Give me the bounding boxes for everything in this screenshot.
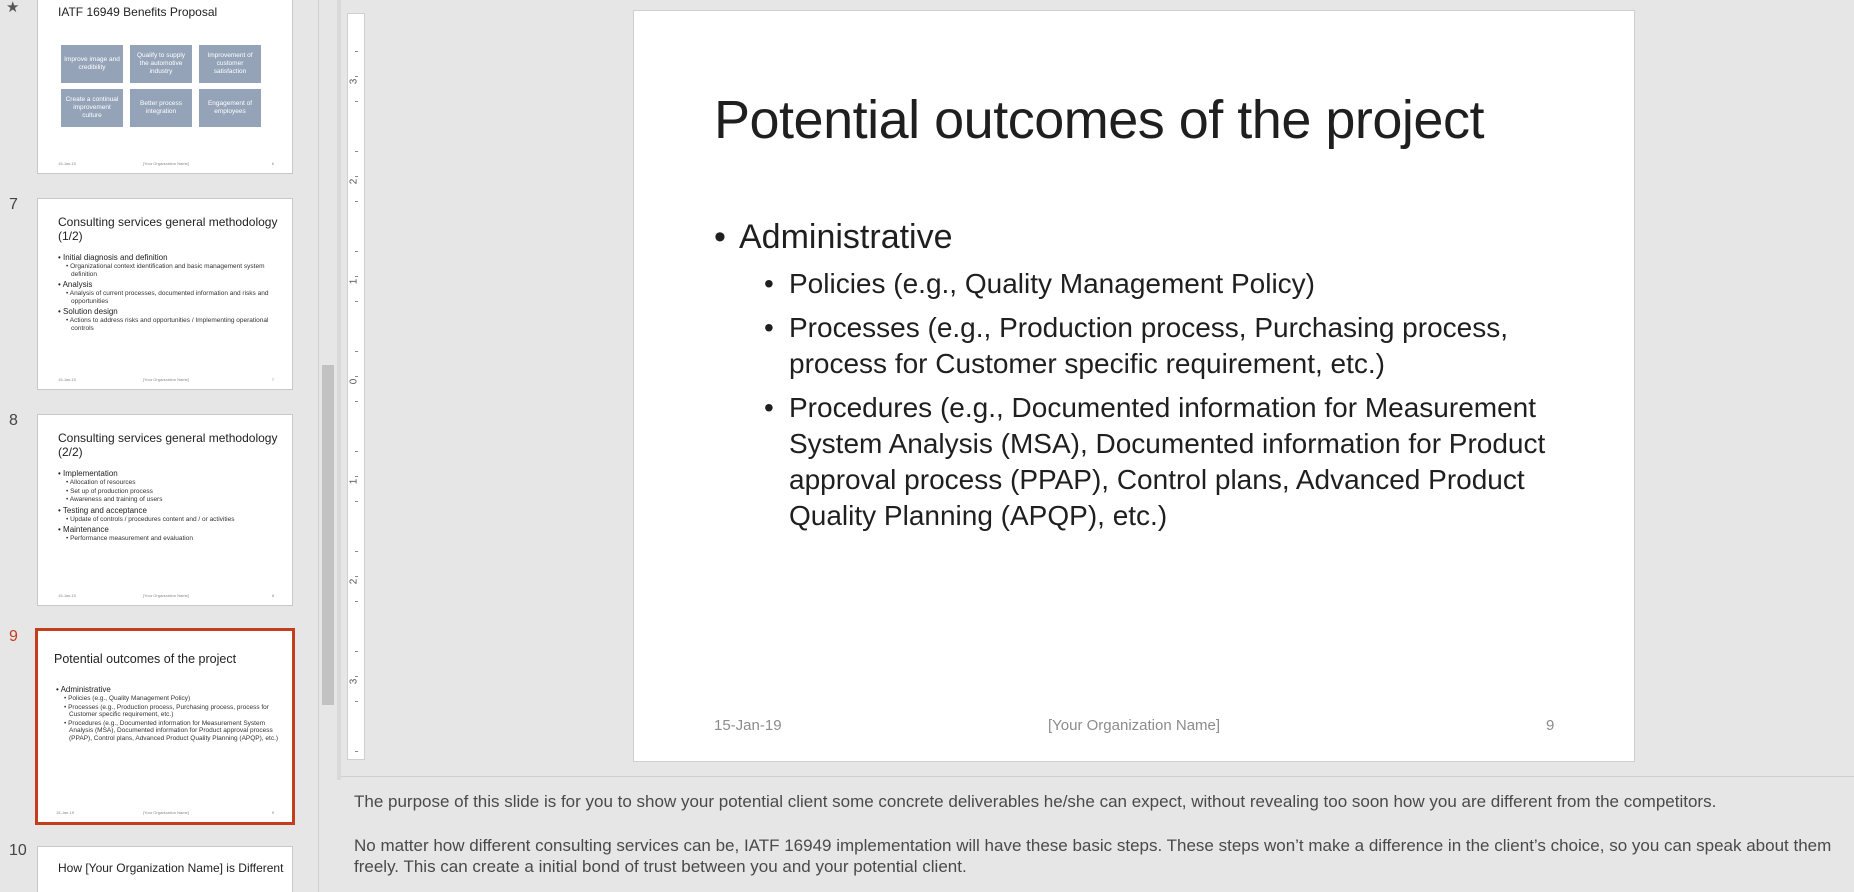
thumbnail-number: 9 bbox=[9, 628, 18, 645]
bullet-level-2: • Processes (e.g., Production process, Purchasing process, process for Customer specific requirement, etc.) bbox=[764, 312, 1509, 379]
slide-footer-org: [Your Organization Name] bbox=[1048, 717, 1221, 734]
notes-paragraph: No matter how different consulting services can be, IATF 16949 implementation will have these basic steps. These steps won’t make a difference in the client’s choice, so you can speak about them freely. This can create a initial bond of trust between you and your potential client. bbox=[354, 836, 1832, 876]
ruler-label: 1 bbox=[348, 278, 360, 285]
thumbnail-number: 10 bbox=[9, 842, 27, 859]
ruler-tick bbox=[355, 51, 358, 52]
benefit-box: Improvement of customer satisfaction bbox=[199, 45, 261, 83]
thumbnail-subbullet: • Awareness and training of users bbox=[58, 496, 280, 504]
thumbnail-subbullet: • Allocation of resources bbox=[58, 479, 280, 487]
slide-thumbnail-pane bbox=[0, 0, 320, 892]
thumbnail-slide-6[interactable] bbox=[37, 0, 293, 174]
benefit-box: Better process integration bbox=[130, 89, 192, 127]
thumbnail-bullet: • Maintenance bbox=[58, 525, 280, 534]
thumbnail-subbullet: • Set up of production process bbox=[58, 488, 280, 496]
slide-canvas[interactable] bbox=[633, 10, 1635, 762]
ruler-tick bbox=[355, 401, 358, 402]
thumbnail-subbullet: • Actions to address risks and opportunities / Implementing operational controls bbox=[58, 317, 280, 332]
thumbnail-bullets bbox=[56, 683, 280, 742]
thumbnail-bullets bbox=[58, 251, 280, 332]
ruler-tick bbox=[355, 701, 358, 702]
ruler-label: 2 bbox=[348, 578, 360, 585]
thumbnail-bullet: • Testing and acceptance bbox=[58, 506, 280, 515]
bullet-text: Procedures (e.g., Documented information for Measurement System Analysis (MSA), Documented information for Product approval process (PPAP), Control plans, Advanced Product Quality Planning (APQP), etc.) bbox=[789, 392, 1546, 531]
ruler-tick bbox=[355, 101, 358, 102]
ruler-label: 0 bbox=[348, 378, 360, 385]
slide-number: 9 bbox=[1546, 717, 1555, 734]
thumbnail-number: 7 bbox=[9, 196, 18, 213]
thumbnail-footer-date: 15-Jan-19 bbox=[56, 810, 75, 815]
thumbnail-footer-page: 9 bbox=[271, 810, 274, 815]
thumbnail-slide-9[interactable] bbox=[35, 628, 295, 825]
ruler-tick bbox=[355, 551, 358, 552]
bullet-text: Administrative bbox=[739, 218, 953, 256]
vertical-ruler bbox=[347, 13, 365, 760]
speaker-notes-pane[interactable] bbox=[341, 776, 1854, 892]
ruler-label: 2 bbox=[348, 178, 360, 185]
benefit-box: Create a continual improvement culture bbox=[61, 89, 123, 127]
slide-title[interactable]: Potential outcomes of the project bbox=[714, 90, 1484, 150]
bullet-level-1: • Administrative bbox=[714, 218, 953, 256]
thumbnail-title: Potential outcomes of the project bbox=[54, 652, 237, 666]
thumbnail-footer-org: [Your Organization Name] bbox=[143, 810, 189, 815]
thumbnail-title: IATF 16949 Benefits Proposal bbox=[58, 5, 218, 19]
ruler-tick bbox=[355, 151, 358, 152]
thumbnail-subbullet: • Procedures (e.g., Documented information for Measurement System Analysis (MSA), Documented information for Product approval process (PPAP), Control plans, Advanced Product Quality Planning (APQP), etc.) bbox=[56, 720, 280, 743]
ruler-tick bbox=[355, 276, 358, 277]
thumbnail-title: Consulting services general methodology (1/2) bbox=[58, 215, 278, 243]
thumbnail-footer-org: [Your Organization Name] bbox=[143, 593, 189, 598]
ruler-tick bbox=[355, 476, 358, 477]
thumbnail-title: Consulting services general methodology (2/2) bbox=[58, 431, 278, 459]
thumbnail-bullet: • Solution design bbox=[58, 307, 280, 316]
thumbnail-bullet: • Analysis bbox=[58, 280, 280, 289]
ruler-tick bbox=[355, 351, 358, 352]
benefit-box: Qualify to supply the automotive industry bbox=[130, 45, 192, 83]
ruler-tick bbox=[355, 576, 358, 577]
pane-divider[interactable] bbox=[337, 0, 341, 780]
bullet-text: Processes (e.g., Production process, Purchasing process, process for Customer specific requirement, etc.) bbox=[789, 312, 1509, 379]
ruler-tick bbox=[355, 376, 358, 377]
thumbnail-slide-10[interactable] bbox=[37, 846, 293, 892]
slide-footer-date: 15-Jan-19 bbox=[714, 717, 782, 734]
notes-paragraph: The purpose of this slide is for you to show your potential client some concrete deliverables he/she can expect, without revealing too soon how you are different from the competitors. bbox=[354, 792, 1717, 811]
thumbnail-slide-8[interactable] bbox=[37, 414, 293, 606]
thumbnail-footer-page: 7 bbox=[271, 377, 274, 382]
bullet-level-2: • Procedures (e.g., Documented information for Measurement System Analysis (MSA), Documented information for Product approval process (PPAP), Control plans, Advanced Product Quality Planning (APQP), etc.) bbox=[764, 392, 1546, 531]
thumbnail-subbullet: • Organizational context identification and basic management system definition bbox=[58, 263, 280, 278]
thumbnail-bullet: • Administrative bbox=[56, 685, 280, 694]
thumbnail-footer-date: 15-Jan-19 bbox=[58, 377, 77, 382]
thumbnail-title: How [Your Organization Name] is Different bbox=[58, 861, 284, 875]
thumbnail-bullets bbox=[58, 467, 280, 543]
ruler-tick bbox=[355, 651, 358, 652]
thumbnail-subbullet: • Performance measurement and evaluation bbox=[58, 535, 280, 543]
ruler-tick bbox=[355, 251, 358, 252]
ruler-tick bbox=[355, 751, 358, 752]
thumbnail-footer-org: [Your Organization Name] bbox=[143, 377, 189, 382]
thumbnail-slide-7[interactable] bbox=[37, 198, 293, 390]
thumbnail-subbullet: • Processes (e.g., Production process, Purchasing process, process for Customer specific requirement, etc.) bbox=[56, 704, 280, 719]
benefit-box: Engagement of employees bbox=[199, 89, 261, 127]
ruler-tick bbox=[355, 301, 358, 302]
ruler-tick bbox=[355, 501, 358, 502]
ruler-tick bbox=[355, 176, 358, 177]
thumbnail-number: 8 bbox=[9, 412, 18, 429]
thumbnail-subbullet: • Update of controls / procedures content and / or activities bbox=[58, 516, 280, 524]
ruler-label: 3 bbox=[348, 678, 360, 685]
thumbnail-footer-org: [Your Organization Name] bbox=[143, 161, 189, 166]
ruler-tick bbox=[355, 451, 358, 452]
thumbnail-subbullet: • Policies (e.g., Quality Management Policy) bbox=[56, 695, 280, 703]
thumbnail-subbullet: • Analysis of current processes, documented information and risks and opportunities bbox=[58, 290, 280, 305]
thumbnail-footer-page: 8 bbox=[271, 593, 274, 598]
scrollbar-thumb[interactable] bbox=[322, 365, 334, 705]
thumbnail-bullet: • Initial diagnosis and definition bbox=[58, 253, 280, 262]
bullet-level-2: • Policies (e.g., Quality Management Policy) bbox=[764, 268, 1315, 299]
ruler-label: 1 bbox=[348, 478, 360, 485]
benefit-box: Improve image and credibility bbox=[61, 45, 123, 83]
bullet-text: Policies (e.g., Quality Management Policy) bbox=[789, 268, 1315, 299]
thumbnail-footer-date: 15-Jan-19 bbox=[58, 593, 77, 598]
thumbnail-footer-date: 15-Jan-19 bbox=[58, 161, 77, 166]
ruler-tick bbox=[355, 76, 358, 77]
thumbnail-bullet: • Implementation bbox=[58, 469, 280, 478]
thumbnail-footer-page: 6 bbox=[271, 161, 274, 166]
ruler-label: 3 bbox=[348, 78, 360, 85]
ruler-tick bbox=[355, 201, 358, 202]
ruler-tick bbox=[355, 676, 358, 677]
star-icon: ★ bbox=[6, 0, 20, 16]
slide-content[interactable] bbox=[714, 216, 1574, 534]
thumbnail-scrollbar[interactable] bbox=[318, 0, 336, 892]
ruler-tick bbox=[355, 601, 358, 602]
